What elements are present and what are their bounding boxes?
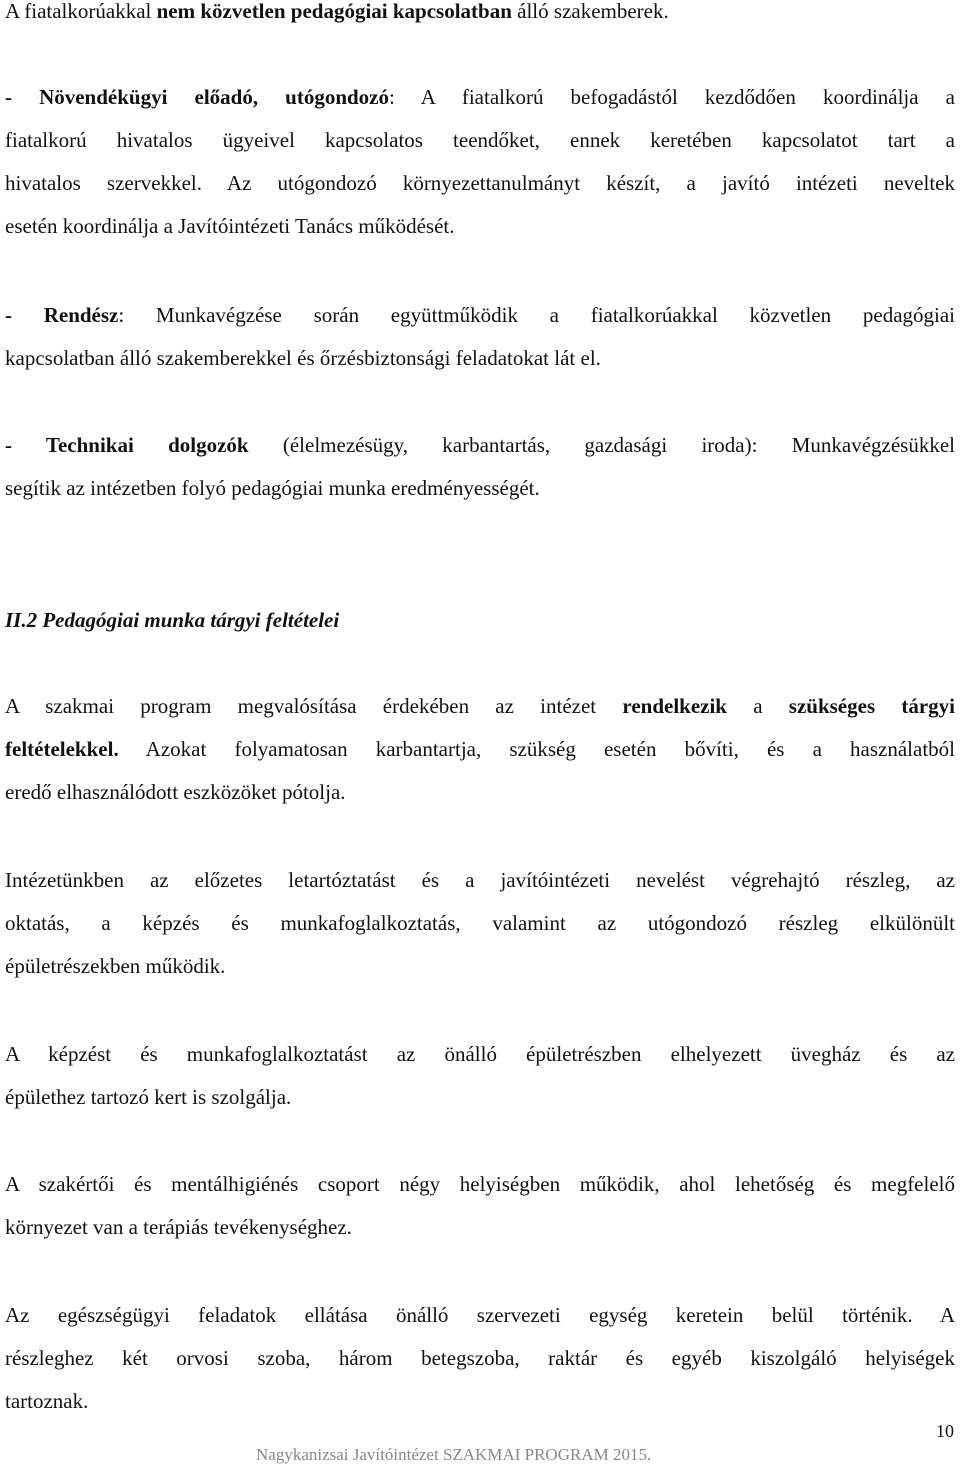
text-line — [5, 337, 955, 380]
text-run: segítik az intézetben folyó pedagógiai munka eredményességét. — [5, 476, 540, 500]
text-run: A szakmai program megvalósítása érdekében az intézet — [5, 694, 623, 718]
paragraph-targyi-feltetelek — [5, 685, 955, 814]
text-run: Az egészségügyi feladatok ellátása önálló szervezeti egység keretein belül történik. A — [5, 1303, 955, 1327]
footer-program: SZAKMAI PROGRAM 2015. — [442, 1445, 652, 1464]
text-line — [5, 771, 955, 814]
bold-text: nem közvetlen pedagógiai kapcsolatban — [156, 0, 512, 23]
text-line — [5, 467, 955, 510]
text-run: A képzést és munkafoglalkoztatást az önálló épületrészben elhelyezett üvegház és az — [5, 1042, 955, 1066]
paragraph-staff-intro — [5, 0, 955, 33]
text-line — [5, 119, 955, 162]
bold-text: - Növendékügyi előadó, utógondozó — [5, 85, 390, 109]
text-line — [5, 902, 955, 945]
text-line — [5, 294, 955, 337]
text-line — [5, 424, 955, 467]
text-run: épülethez tartozó kert is szolgálja. — [5, 1085, 292, 1109]
text-line — [5, 1337, 955, 1380]
text-run: tartoznak. — [5, 1389, 89, 1413]
text-line — [5, 1163, 955, 1206]
text-run: környezet van a terápiás tevékenységhez. — [5, 1215, 352, 1239]
page-number: 10 — [936, 1421, 954, 1441]
text-run: A fiatalkorúakkal — [5, 0, 157, 23]
text-run: fiatalkorú hivatalos ügyeivel kapcsolatos teendőket, ennek keretében kapcsolatot tart a — [5, 128, 955, 152]
bold-text: - Technikai dolgozók — [5, 433, 249, 457]
text-line — [5, 76, 955, 119]
paragraph-rendesz — [5, 294, 955, 380]
text-line — [5, 1206, 955, 1249]
text-run: részleghez két orvosi szoba, három betegszoba, raktár és egyéb kiszolgáló helyiségek — [5, 1346, 955, 1370]
text-run: Azokat folyamatosan karbantartja, szükség esetén bővíti, és a használatból — [118, 737, 955, 761]
paragraph-technikai-dolgozok — [5, 424, 955, 510]
footer-institution: Nagykanizsai Javítóintézet — [256, 1445, 439, 1464]
bold-text: feltételekkel. — [5, 737, 119, 761]
text-line — [5, 1033, 955, 1076]
text-line — [5, 945, 955, 988]
text-line — [5, 1294, 955, 1337]
text-line — [5, 205, 955, 248]
bold-text: - Rendész — [5, 303, 119, 327]
text-line — [5, 859, 955, 902]
text-line — [5, 162, 955, 205]
text-line — [5, 0, 955, 33]
text-run: esetén koordinálja a Javítóintézeti Tanács működését. — [5, 214, 455, 238]
text-run: épületrészekben működik. — [5, 954, 226, 978]
text-line — [5, 1380, 955, 1423]
text-run: (élelmezésügy, karbantartás, gazdasági iroda): Munkavégzésükkel — [248, 433, 955, 457]
text-run: a — [727, 694, 789, 718]
text-run: : Munkavégzése során együttműködik a fiatalkorúakkal közvetlen pedagógiai — [118, 303, 955, 327]
bold-text: szükséges tárgyi — [788, 694, 955, 718]
paragraph-novendekugyi-eloado — [5, 76, 955, 248]
paragraph-reszlegek — [5, 859, 955, 988]
text-run: hivatalos szervekkel. Az utógondozó környezettanulmányt készít, a javító intézeti neveltek — [5, 171, 955, 195]
paragraph-mentalhigienes-csoport — [5, 1163, 955, 1249]
text-line — [5, 728, 955, 771]
section-heading: II.2 Pedagógiai munka tárgyi feltételei — [5, 608, 340, 632]
text-line — [5, 1076, 955, 1119]
page-footer — [256, 1444, 651, 1466]
text-run: A szakértői és mentálhigiénés csoport négy helyiségben működik, ahol lehetőség és megfelelő — [5, 1172, 955, 1196]
text-run: Intézetünkben az előzetes letartóztatást és a javítóintézeti nevelést végrehajtó részleg, az — [5, 868, 955, 892]
text-run: álló szakemberek. — [511, 0, 669, 23]
text-line — [5, 685, 955, 728]
text-run: : A fiatalkorú befogadástól kezdődően koordinálja a — [389, 85, 955, 109]
paragraph-egeszsegugyi-feladatok — [5, 1294, 955, 1423]
text-run: eredő elhasználódott eszközöket pótolja. — [5, 780, 346, 804]
bold-text: rendelkezik — [622, 694, 727, 718]
paragraph-kepzes — [5, 1033, 955, 1119]
text-run: kapcsolatban álló szakemberekkel és őrzésbiztonsági feladatokat lát el. — [5, 346, 601, 370]
text-run: oktatás, a képzés és munkafoglalkoztatás, valamint az utógondozó részleg elkülönült — [5, 911, 955, 935]
